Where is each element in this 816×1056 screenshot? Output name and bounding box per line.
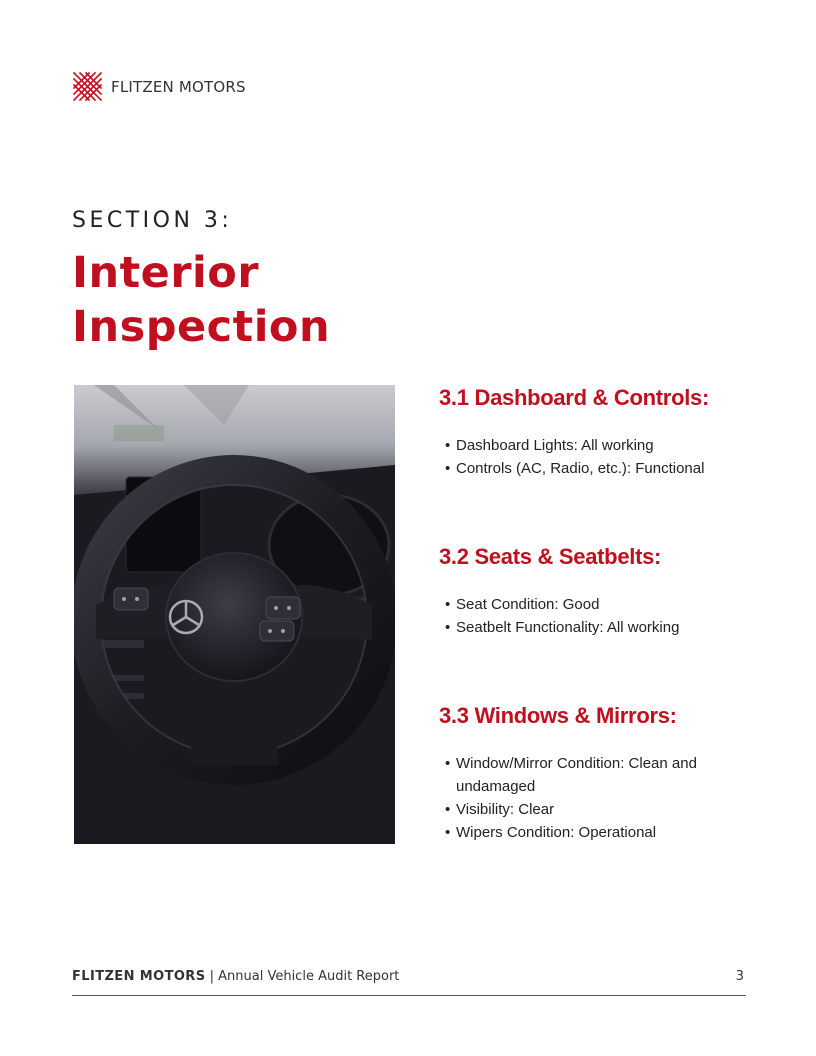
bullet: • [445, 437, 451, 454]
subsection-heading: 3.3 Windows & Mirrors: [439, 703, 677, 728]
bullet: • [445, 755, 451, 772]
item-list [439, 434, 759, 480]
list-item-text: Visibility: Clear [456, 801, 555, 818]
bullet: • [445, 619, 451, 636]
section-title-line1: Interior [72, 248, 260, 298]
section-title [72, 246, 330, 354]
list-item-text: Window/Mirror Condition: Clean and undamaged [456, 755, 697, 795]
page-footer [72, 969, 746, 996]
company-logo [72, 71, 246, 102]
list-item-text: Wipers Condition: Operational [456, 824, 657, 841]
list-item [439, 798, 759, 821]
list-item [439, 457, 759, 480]
footer-separator: | [205, 969, 219, 984]
company-name: FLITZEN MOTORS [111, 77, 246, 96]
section-title-line2: Inspection [72, 302, 331, 352]
section-label: SECTION 3: [72, 208, 233, 233]
list-item [439, 752, 759, 798]
item-list [439, 752, 759, 844]
list-item-text: Seat Condition: Good [456, 596, 600, 613]
steering-wheel-photo [74, 385, 395, 844]
footer-brand: FLITZEN MOTORS [72, 969, 206, 984]
subsection-seats-seatbelts [439, 543, 759, 639]
subsection-windows-mirrors [439, 702, 759, 844]
bullet: • [445, 801, 451, 818]
list-item-text: Dashboard Lights: All working [456, 437, 654, 454]
crosshatch-x-logo-icon [72, 71, 103, 102]
list-item [439, 821, 759, 844]
subsection-dashboard-controls [439, 384, 759, 480]
subsection-heading: 3.2 Seats & Seatbelts: [439, 544, 662, 569]
subsection-heading: 3.1 Dashboard & Controls: [439, 385, 709, 410]
list-item [439, 434, 759, 457]
list-item-text: Seatbelt Functionality: All working [456, 619, 680, 636]
list-item-text: Controls (AC, Radio, etc.): Functional [456, 460, 705, 477]
bullet: • [445, 460, 451, 477]
page-number: 3 [735, 969, 744, 984]
list-item [439, 593, 759, 616]
footer-report-title: Annual Vehicle Audit Report [218, 969, 400, 984]
item-list [439, 593, 759, 639]
bullet: • [445, 596, 451, 613]
list-item [439, 616, 759, 639]
bullet: • [445, 824, 451, 841]
